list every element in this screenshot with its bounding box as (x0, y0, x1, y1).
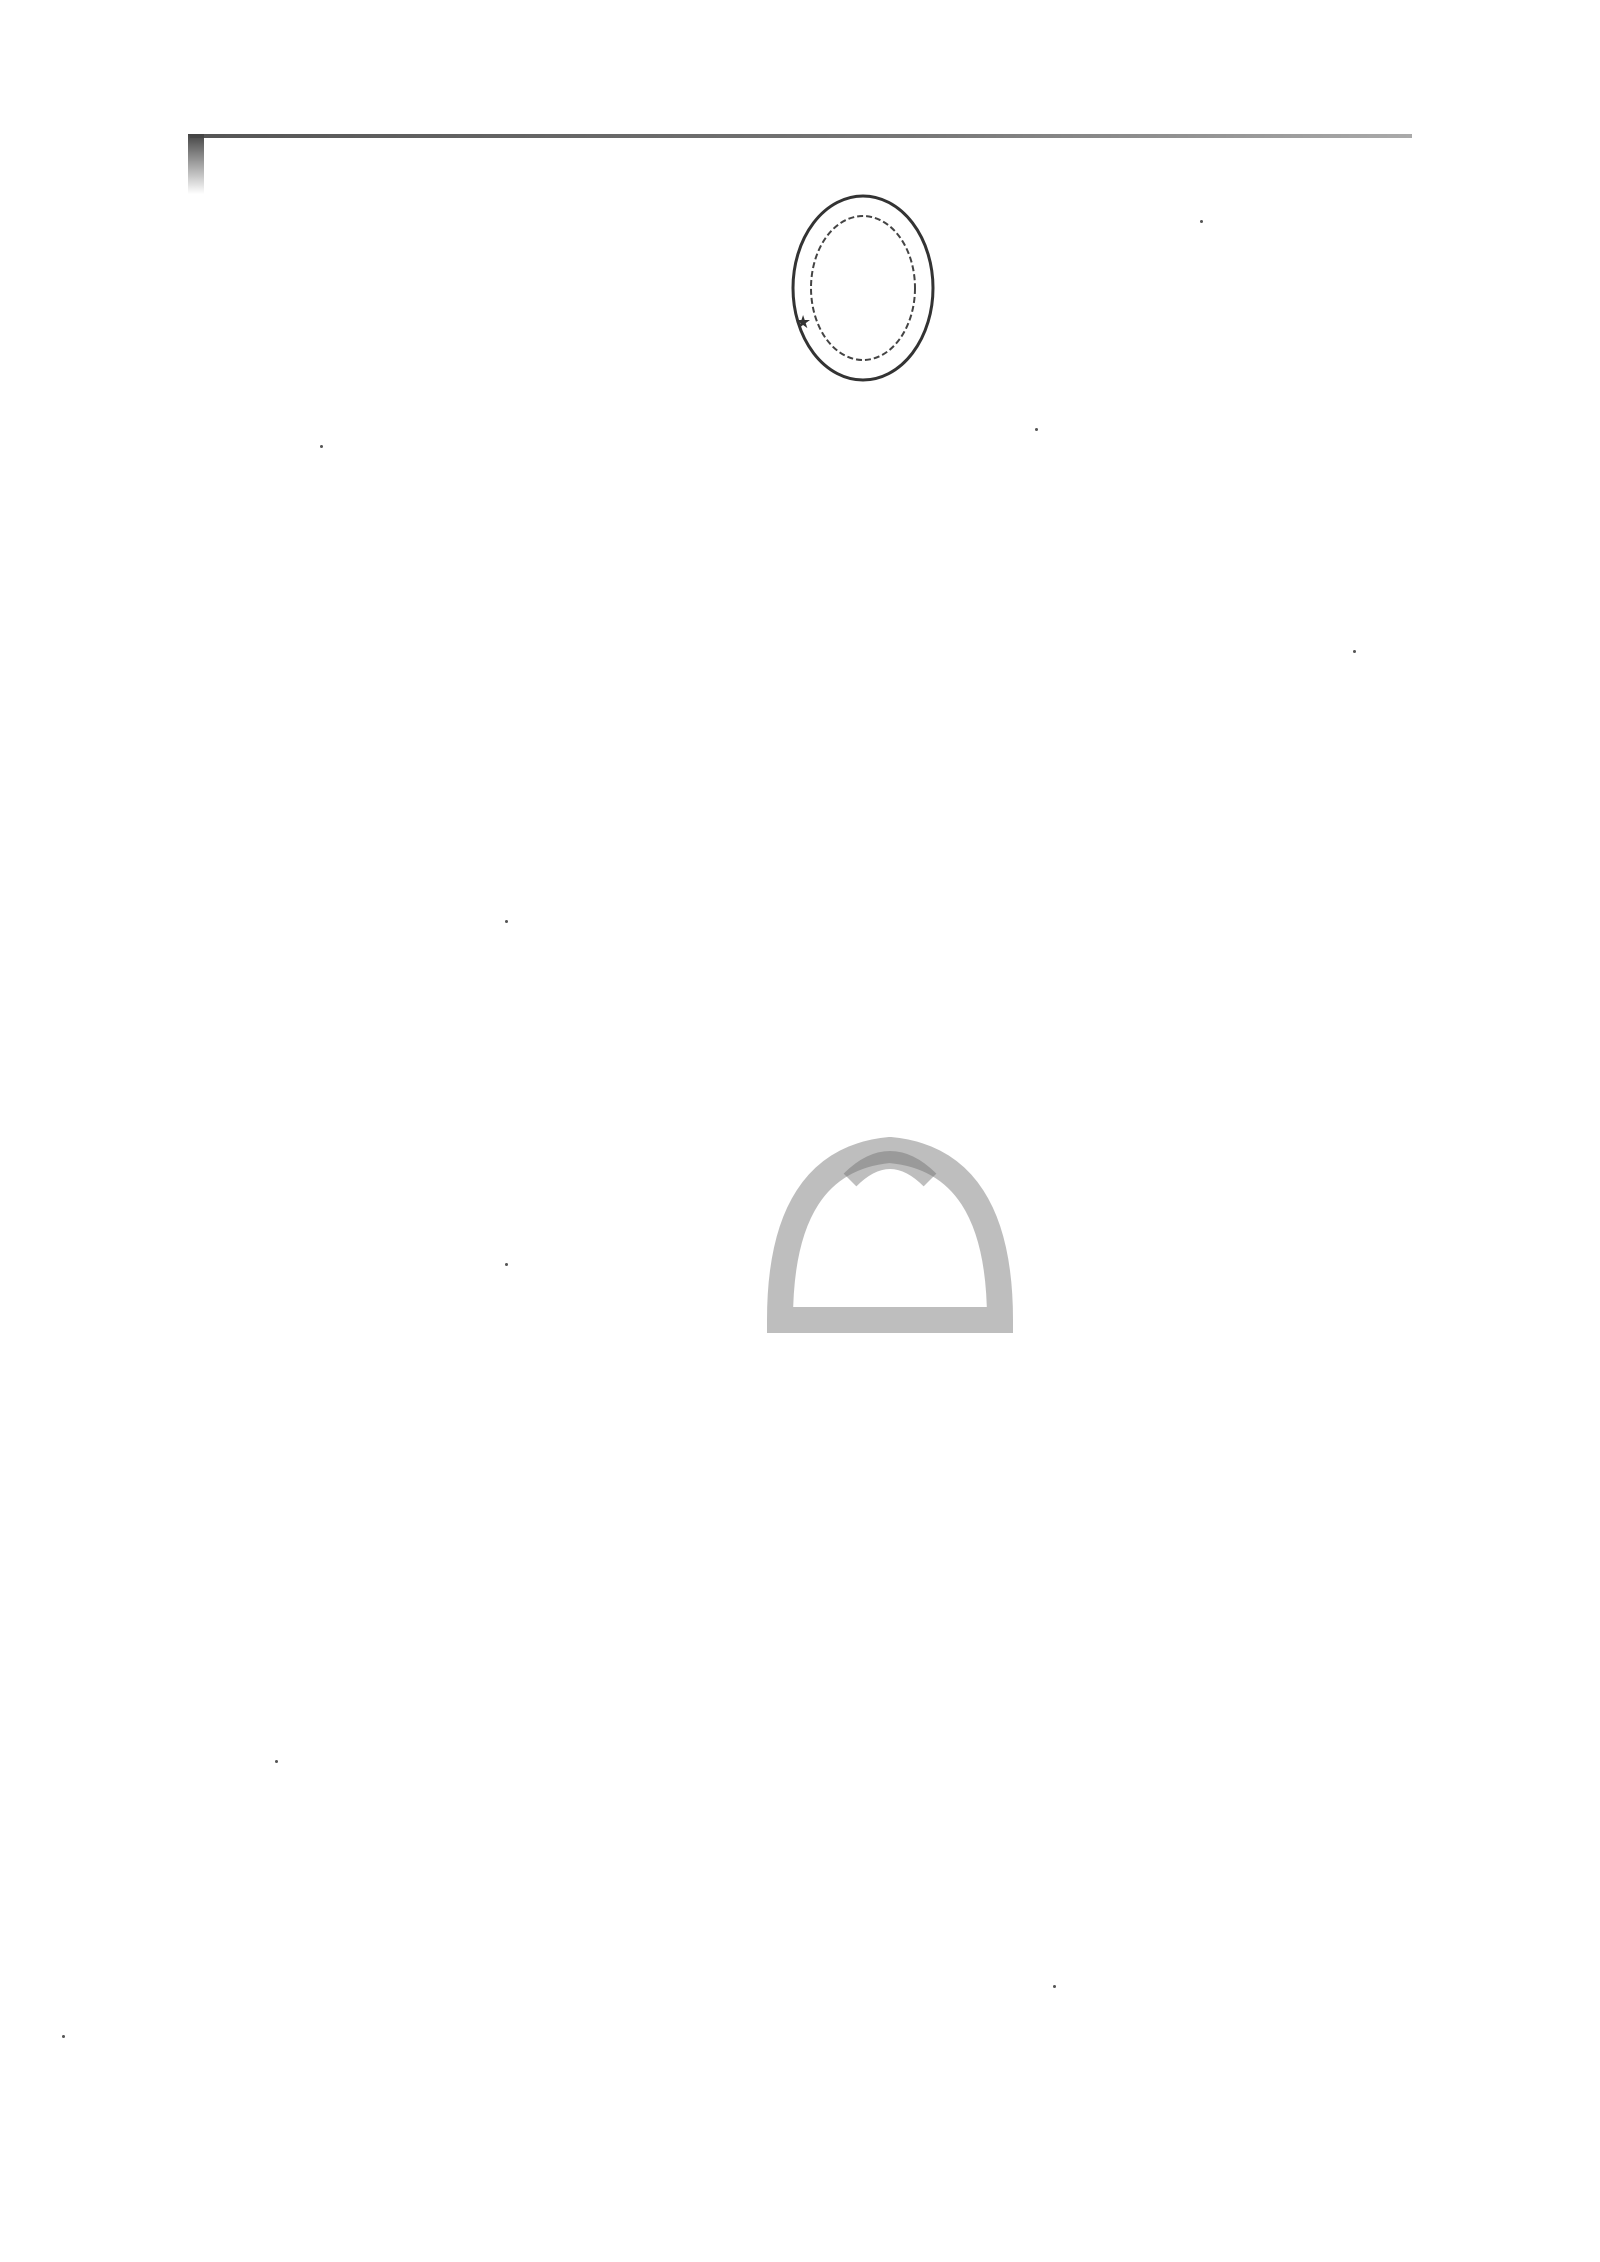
watermark-helmet-logo (760, 1120, 1020, 1370)
star-icon: ★ (795, 312, 812, 333)
